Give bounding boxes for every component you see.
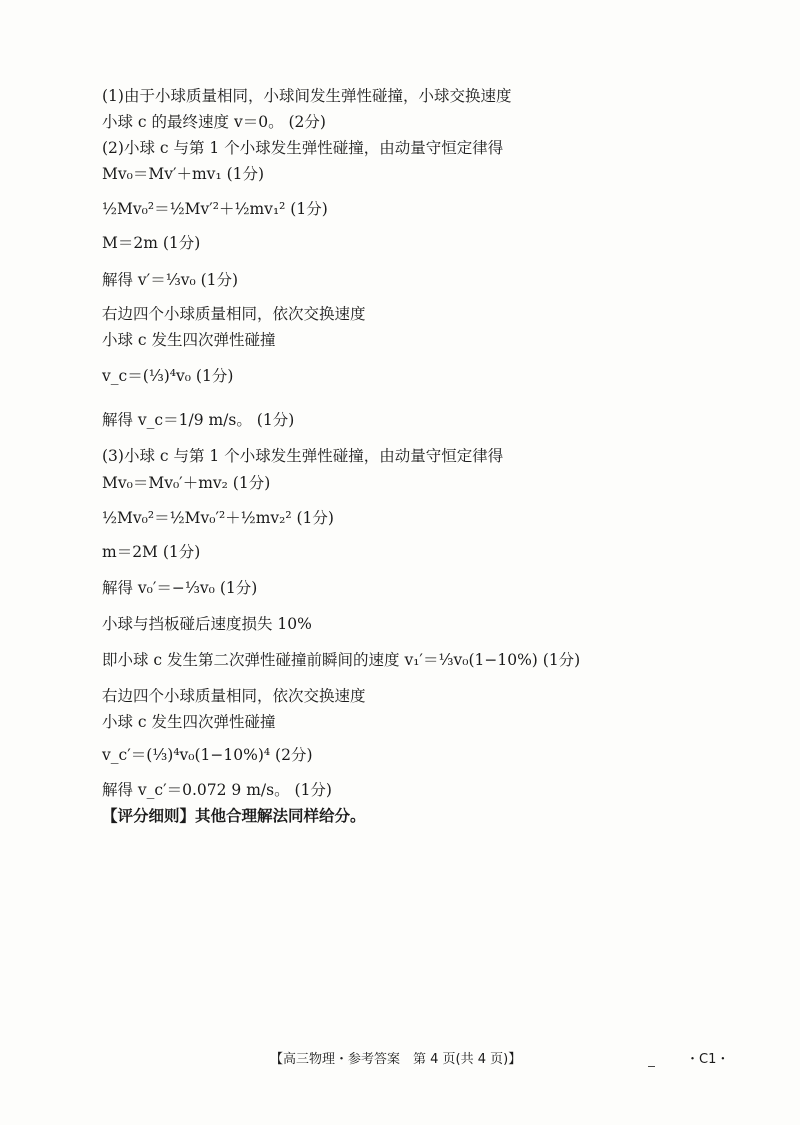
line-9: 小球 c 发生四次弹性碰撞 [102, 331, 276, 349]
page-footer: 【高三物理・参考答案 第 4 页(共 4 页)】 [270, 1052, 522, 1067]
line-6: M＝2m (1分) [102, 234, 201, 252]
line-20: 小球 c 发生四次弹性碰撞 [102, 713, 276, 731]
line-14: ½Mv₀²＝½Mv₀′²＋½mv₂² (1分) [102, 509, 334, 527]
line-5: ½Mv₀²＝½Mv′²＋½mv₁² (1分) [102, 200, 328, 218]
line-21: v_c′＝(⅓)⁴v₀(1−10%)⁴ (2分) [102, 746, 313, 764]
line-22: 解得 v_c′＝0.072 9 m/s。 (1分) [102, 781, 332, 799]
line-15: m＝2M (1分) [102, 543, 201, 561]
line-1: (1)由于小球质量相同，小球间发生弹性碰撞，小球交换速度 [102, 87, 512, 105]
line-19: 右边四个小球质量相同，依次交换速度 [102, 687, 366, 705]
line-3: (2)小球 c 与第 1 个小球发生弹性碰撞，由动量守恒定律得 [102, 139, 504, 157]
line-17: 小球与挡板碰后速度损失 10% [102, 615, 312, 633]
line-8: 右边四个小球质量相同，依次交换速度 [102, 305, 366, 323]
line-7: 解得 v′＝⅓v₀ (1分) [102, 271, 239, 289]
line-12: (3)小球 c 与第 1 个小球发生弹性碰撞，由动量守恒定律得 [102, 447, 504, 465]
line-4: Mv₀＝Mv′＋mv₁ (1分) [102, 165, 265, 183]
line-13: Mv₀＝Mv₀′＋mv₂ (1分) [102, 474, 271, 492]
scoring-note: 【评分细则】其他合理解法同样给分。 [102, 806, 366, 825]
line-18: 即小球 c 发生第二次弹性碰撞前瞬间的速度 v₁′＝⅓v₀(1−10%) (1分) [102, 651, 581, 669]
line-2: 小球 c 的最终速度 v＝0。 (2分) [102, 113, 326, 131]
line-11: 解得 v_c＝1/9 m/s。 (1分) [102, 411, 295, 429]
version-code: ・C1・ [686, 1052, 730, 1067]
scan-mark [648, 1066, 655, 1067]
line-16: 解得 v₀′＝−⅓v₀ (1分) [102, 579, 258, 597]
line-10: v_c＝(⅓)⁴v₀ (1分) [102, 367, 234, 385]
